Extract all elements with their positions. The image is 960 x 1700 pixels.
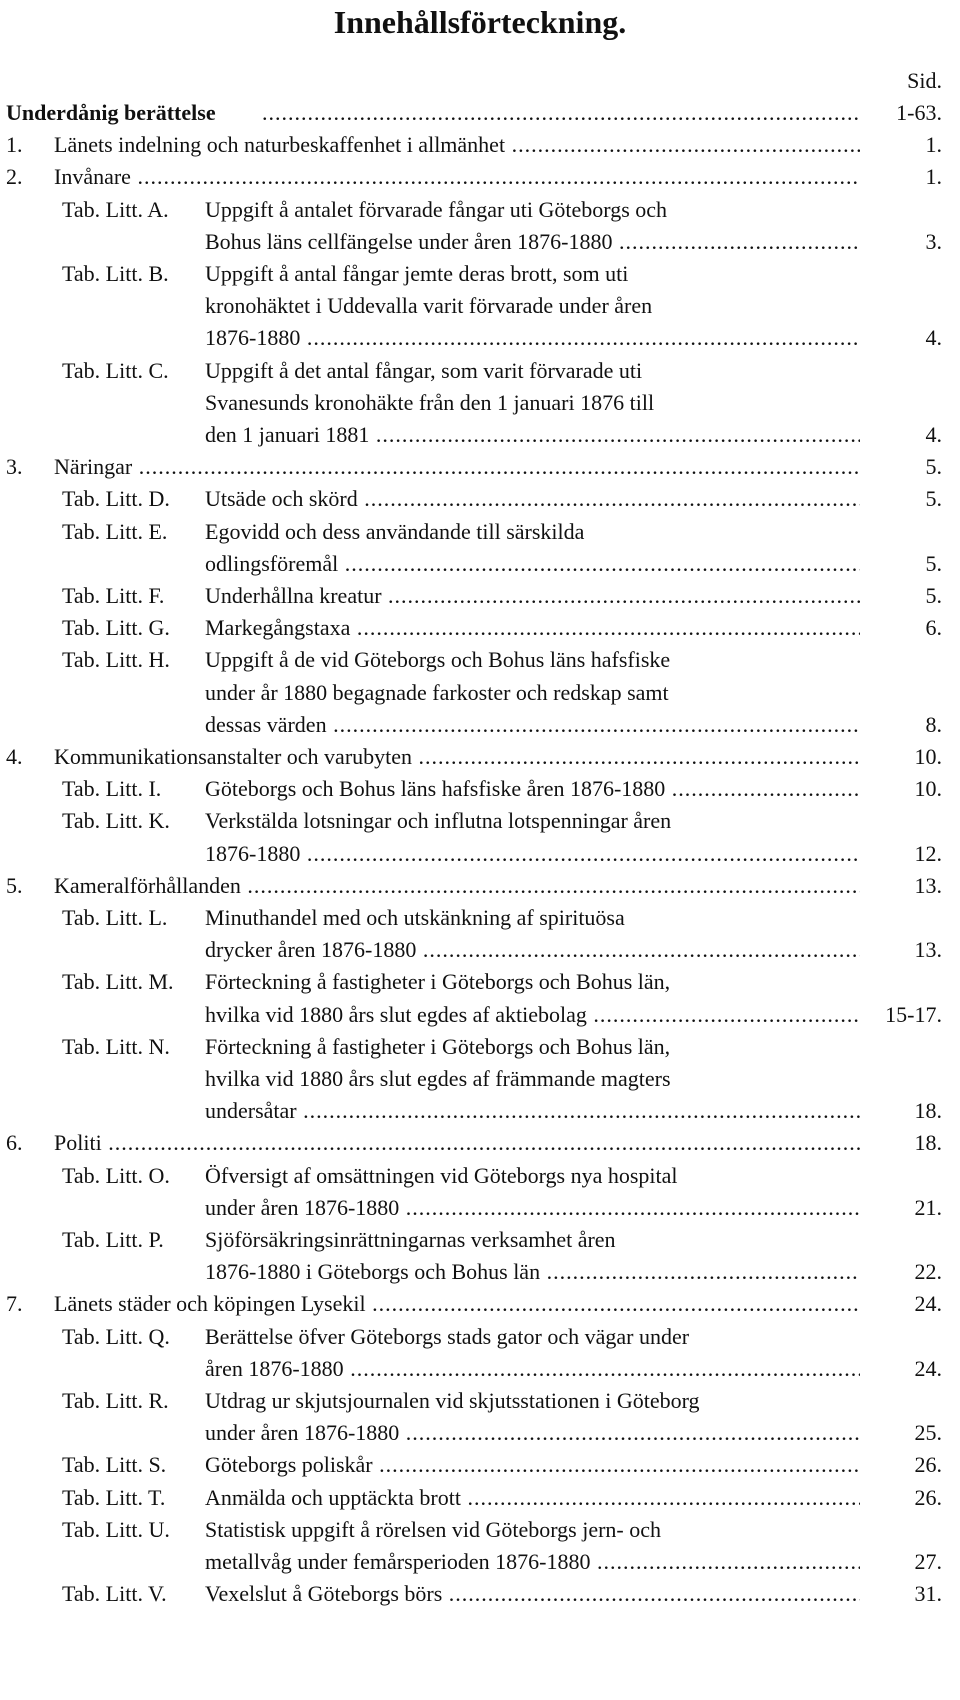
toc-entry-page: 24. bbox=[914, 1355, 942, 1381]
toc-entry-label: 5. bbox=[6, 872, 23, 898]
toc-entry-page: 26. bbox=[914, 1452, 942, 1478]
toc-entry-label: Tab. Litt. I. bbox=[62, 776, 162, 802]
toc-entry-text: Länets indelning och naturbeskaffenhet i allmänhet ..... bbox=[54, 132, 860, 158]
toc-entry-text: Vexelslut å Göteborgs börs ..... bbox=[205, 1581, 860, 1607]
toc-entry-text: Minuthandel med och utskänkning af spirituösa bbox=[205, 905, 625, 930]
toc-entry-page: 15-17. bbox=[885, 1001, 942, 1027]
toc-entry-label: Tab. Litt. S. bbox=[62, 1452, 167, 1478]
toc-entry-text: Berättelse öfver Göteborgs stads gator och vägar under bbox=[205, 1323, 690, 1349]
toc-entry-page: 26. bbox=[914, 1484, 942, 1510]
toc-entry-text: Kameralförhållanden ..... bbox=[54, 873, 860, 899]
toc-entry-page: 1. bbox=[925, 132, 942, 158]
toc-entry-text: Länets städer och köpingen Lysekil ..... bbox=[54, 1291, 860, 1317]
toc-entry-label: 6. bbox=[6, 1130, 23, 1156]
toc-entry-label: 3. bbox=[6, 454, 23, 480]
page-column-header: Sid. bbox=[907, 68, 942, 93]
toc-entry-page: 27. bbox=[914, 1548, 942, 1574]
toc-entry-text: Svanesunds kronohäkte från den 1 januari 1876 till bbox=[205, 389, 655, 415]
toc-entry-page: 5. bbox=[925, 583, 942, 608]
toc-entry-label: Tab. Litt. K. bbox=[62, 808, 170, 834]
toc-entry-text: 1876-1880 i Göteborgs och Bohus län ..... bbox=[205, 1259, 860, 1285]
toc-entry-text: dessas värden ..... bbox=[205, 712, 860, 738]
toc-entry-page: 5. bbox=[925, 454, 942, 480]
toc-entry-page: 22. bbox=[914, 1259, 942, 1285]
toc-entry-text: Uppgift å antalet förvarade fångar uti Göteborgs och bbox=[205, 196, 668, 222]
toc-entry-label: Tab. Litt. E. bbox=[62, 518, 168, 544]
toc-entry-page: 6. bbox=[925, 615, 942, 641]
toc-entry-label: Tab. Litt. R. bbox=[62, 1388, 169, 1413]
toc-entry-label: Tab. Litt. G. bbox=[62, 615, 170, 641]
toc-entry-label: 2. bbox=[6, 164, 23, 190]
toc-entry-label: Tab. Litt. H. bbox=[62, 647, 170, 673]
toc-entry-label: Tab. Litt. V. bbox=[62, 1581, 167, 1607]
toc-entry-text: Göteborgs och Bohus läns hafsfiske åren 1876-1880 ..... bbox=[205, 776, 860, 802]
toc-entry-text: Statistisk uppgift å rörelsen vid Göteborgs jern- och bbox=[205, 1516, 662, 1542]
toc-entry-label: Tab. Litt. A. bbox=[62, 196, 169, 222]
toc-entry-text: Egovidd och dess användande till särskilda bbox=[205, 518, 585, 544]
toc-entry-text: metallvåg under femårsperioden 1876-1880 ..... bbox=[205, 1549, 860, 1575]
toc-entry-text: Sjöförsäkringsinrättningarnas verksamhet åren bbox=[205, 1227, 616, 1252]
toc-entry-text: den 1 januari 1881 ..... bbox=[205, 422, 860, 448]
toc-entry-page: 25. bbox=[914, 1420, 942, 1446]
toc-entry-text: åren 1876-1880 ..... bbox=[205, 1356, 860, 1382]
toc-entry-label: 7. bbox=[6, 1291, 23, 1317]
page-title: Innehållsförteckning. bbox=[333, 4, 627, 40]
toc-entry-page: 13. bbox=[914, 937, 942, 963]
toc-entry-page: 21. bbox=[914, 1194, 942, 1220]
toc-entry-text: Politi ..... bbox=[54, 1130, 860, 1156]
toc-entry-page: 1. bbox=[925, 164, 942, 190]
toc-entry-page: 4. bbox=[925, 325, 942, 351]
toc-entry-label: Tab. Litt. B. bbox=[62, 261, 169, 286]
toc-entry-label: 4. bbox=[6, 744, 23, 769]
toc-entry-page: 3. bbox=[925, 228, 942, 254]
toc-entry-page: 18. bbox=[914, 1130, 942, 1156]
toc-entry-label: Tab. Litt. L. bbox=[62, 905, 168, 930]
toc-entry-label: Tab. Litt. Q. bbox=[62, 1323, 170, 1349]
toc-entry-label: Tab. Litt. T. bbox=[62, 1484, 166, 1510]
toc-entry-text: Utdrag ur skjutsjournalen vid skjutsstationen i Göteborg bbox=[205, 1388, 700, 1413]
toc-entry-text: Uppgift å det antal fångar, som varit förvarade uti bbox=[205, 357, 643, 383]
toc-entry-text: Kommunikationsanstalter och varubyten ..... bbox=[54, 744, 860, 770]
toc-entry-text: drycker åren 1876-1880 ..... bbox=[205, 937, 860, 963]
toc-entry-text: Verkstälda lotsningar och influtna lotspenningar åren bbox=[205, 808, 672, 834]
toc-entry-text: undersåtar ..... bbox=[205, 1098, 860, 1124]
toc-entry-text: hvilka vid 1880 års slut egdes af aktiebolag ..... bbox=[205, 1002, 860, 1028]
toc-entry-text: Öfversigt af omsättningen vid Göteborgs nya hospital bbox=[205, 1162, 678, 1188]
toc-entry-text: 1876-1880 ..... bbox=[205, 325, 860, 351]
toc-entry-page: 10. bbox=[914, 744, 942, 769]
toc-entry-text: Markegångstaxa ..... bbox=[205, 615, 860, 641]
toc-entry-label: Tab. Litt. M. bbox=[62, 969, 174, 995]
toc-entry-label: Tab. Litt. P. bbox=[62, 1227, 164, 1252]
toc-entry-text: Anmälda och upptäckta brott ..... bbox=[205, 1485, 860, 1511]
toc-entry-text bbox=[262, 100, 860, 126]
toc-entry-label: Tab. Litt. D. bbox=[62, 486, 170, 512]
toc-entry-text: Göteborgs poliskår ..... bbox=[205, 1452, 860, 1478]
toc-entry-page: 10. bbox=[914, 776, 942, 802]
toc-entry-page: 13. bbox=[914, 872, 942, 898]
toc-entry-page: 1-63. bbox=[896, 100, 942, 125]
toc-entry-text: Bohus läns cellfängelse under åren 1876-1880 ..... bbox=[205, 229, 860, 255]
toc-entry-label: Tab. Litt. O. bbox=[62, 1162, 170, 1188]
toc-entry-text: hvilka vid 1880 års slut egdes af främmande magters bbox=[205, 1065, 671, 1091]
toc-entry-page: 31. bbox=[914, 1581, 942, 1607]
toc-entry-text: Underhållna kreatur ..... bbox=[205, 583, 860, 609]
toc-entry-label: Tab. Litt. N. bbox=[62, 1033, 170, 1059]
toc-entry-label: Underdånig berättelse bbox=[6, 100, 216, 125]
toc-entry-page: 12. bbox=[914, 840, 942, 866]
toc-entry-text: Förteckning å fastigheter i Göteborgs och Bohus län, bbox=[205, 969, 671, 995]
toc-entry-text: odlingsföremål ..... bbox=[205, 551, 860, 577]
toc-entry-text: Uppgift å antal fångar jemte deras brott, som uti bbox=[205, 261, 629, 286]
toc-entry-text: Utsäde och skörd ..... bbox=[205, 486, 860, 512]
toc-entry-text: under åren 1876-1880 ..... bbox=[205, 1195, 860, 1221]
toc-entry-text: under åren 1876-1880 ..... bbox=[205, 1420, 860, 1446]
toc-entry-page: 8. bbox=[925, 711, 942, 737]
toc-entry-page: 18. bbox=[914, 1098, 942, 1124]
toc-entry-text: Förteckning å fastigheter i Göteborgs och Bohus län, bbox=[205, 1033, 671, 1059]
toc-entry-label: Tab. Litt. U. bbox=[62, 1516, 170, 1542]
toc-entry-text: Uppgift å de vid Göteborgs och Bohus läns hafsfiske bbox=[205, 647, 671, 673]
toc-entry-text: 1876-1880 ..... bbox=[205, 841, 860, 867]
toc-entry-label: Tab. Litt. C. bbox=[62, 357, 169, 383]
toc-entry-label: Tab. Litt. F. bbox=[62, 583, 165, 608]
toc-entry-text: under år 1880 begagnade farkoster och redskap samt bbox=[205, 679, 669, 705]
toc-entry-text: kronohäktet i Uddevalla varit förvarade under åren bbox=[205, 293, 653, 319]
toc-entry-text: Näringar ..... bbox=[54, 454, 860, 480]
toc-entry-page: 4. bbox=[925, 421, 942, 447]
toc-entry-text: Invånare ..... bbox=[54, 164, 860, 190]
toc-entry-page: 5. bbox=[925, 550, 942, 576]
toc-entry-label: 1. bbox=[6, 132, 23, 158]
toc-entry-page: 5. bbox=[925, 486, 942, 512]
toc-entry-page: 24. bbox=[914, 1291, 942, 1317]
